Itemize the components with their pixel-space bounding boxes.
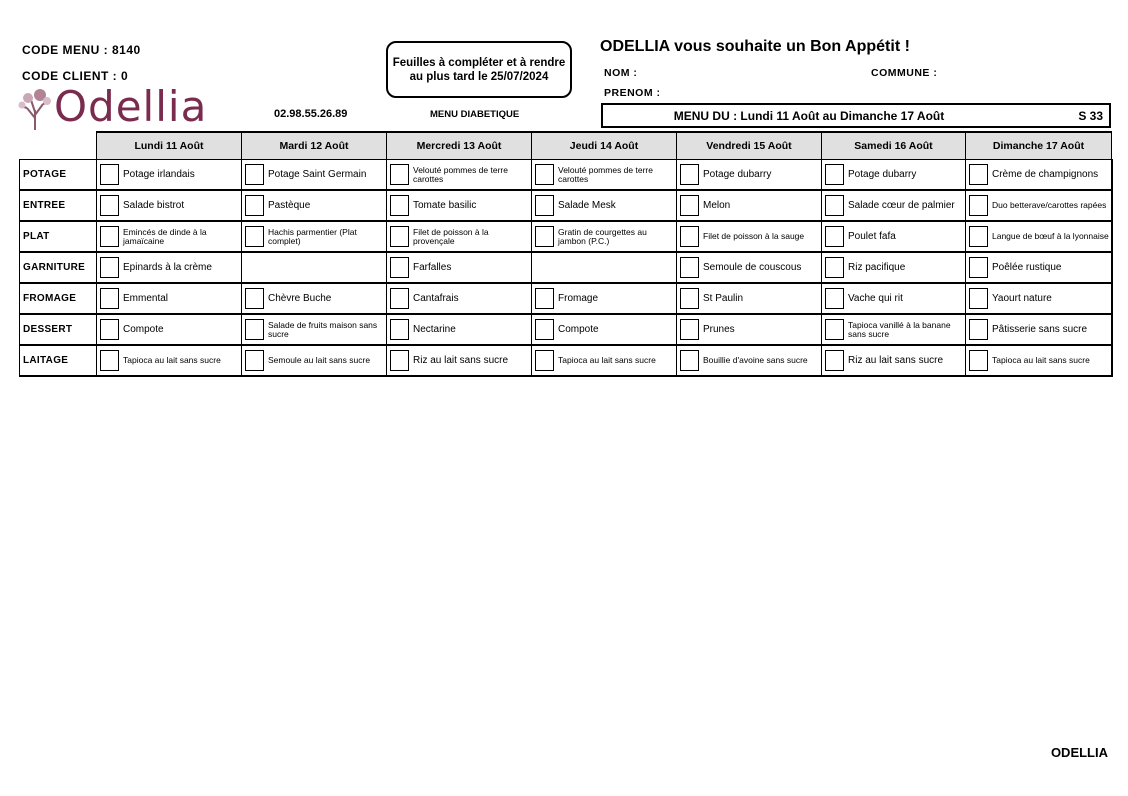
dish-name: Crème de champignons [992,168,1099,180]
dish-name: Salade Mesk [558,199,616,211]
dish-name: Pastèque [268,199,311,211]
dish-checkbox[interactable] [535,164,554,185]
dish-name: Riz au lait sans sucre [413,354,509,366]
category-label: FROMAGE [20,283,97,314]
dish-name: Bouillie d'avoine sans sucre [703,355,808,365]
menu-row-potage [20,160,1112,191]
menu-cell [822,252,966,283]
dish-name: Semoule au lait sans sucre [268,355,371,365]
day-header: Mardi 12 Août [242,132,387,160]
dish-checkbox[interactable] [969,319,988,340]
menu-cell [822,160,966,191]
prenom-label: PRENOM : [604,87,661,99]
dish-name: St Paulin [703,292,744,304]
menu-period: MENU DU : Lundi 11 Août au Dimanche 17 Août [673,109,945,123]
menu-cell [677,314,822,345]
dish-name: Compote [123,323,164,335]
dish-name: Vache qui rit [848,292,903,304]
dish-checkbox[interactable] [825,195,844,216]
dish-checkbox[interactable] [680,164,699,185]
dish-checkbox[interactable] [390,319,409,340]
category-label: GARNITURE [20,252,97,283]
dish-name: Chèvre Buche [268,292,332,304]
dish-checkbox[interactable] [535,195,554,216]
dish-name: Pâtisserie sans sucre [992,323,1088,335]
dish-checkbox[interactable] [680,257,699,278]
dish-checkbox[interactable] [100,195,119,216]
menu-cell [242,252,387,283]
header-corner [20,132,97,160]
commune-label: COMMUNE : [871,67,938,79]
week-number: S 33 [1078,109,1103,123]
menu-period-box [601,103,1111,128]
dish-name: Yaourt nature [992,292,1052,304]
dish-name: Tapioca au lait sans sucre [558,355,656,365]
code-menu: CODE MENU : 8140 [22,43,141,57]
day-header: Vendredi 15 Août [677,132,822,160]
dish-name: Compote [558,323,599,335]
dish-name: Melon [703,199,731,211]
menu-cell [387,221,532,252]
day-header: Lundi 11 Août [97,132,242,160]
menu-cell [97,221,242,252]
menu-cell [966,221,1112,252]
dish-name: Fromage [558,292,599,304]
deadline-line2: au plus tard le 25/07/2024 [409,70,549,83]
dish-checkbox[interactable] [825,257,844,278]
deadline-notice [386,41,572,98]
footer-brand: ODELLIA [1050,745,1108,760]
menu-cell [97,190,242,221]
dish-name: Potage dubarry [848,168,917,180]
dish-name: Poêlée rustique [992,261,1062,273]
menu-row-plat [20,221,1112,252]
dish-name: Farfalles [413,261,452,273]
dish-checkbox[interactable] [969,257,988,278]
menu-cell [97,283,242,314]
dish-checkbox[interactable] [390,257,409,278]
dish-name: Gratin de courgettes au jambon (P.C.) [558,226,647,246]
menu-cell [966,283,1112,314]
dish-checkbox[interactable] [100,164,119,185]
dish-name: Tapioca vanillé à la banane sans sucre [848,319,951,339]
menu-row-laitage [20,345,1112,376]
menu-cell [242,283,387,314]
dish-name: Tapioca au lait sans sucre [992,355,1090,365]
day-header: Samedi 16 Août [822,132,966,160]
dish-name: Emincés de dinde à la jamaïcaine [123,226,207,246]
day-header: Jeudi 14 Août [532,132,677,160]
menu-cell [677,221,822,252]
menu-cell [532,252,677,283]
dish-name: Poulet fafa [848,230,896,242]
dish-checkbox[interactable] [535,226,554,247]
dish-checkbox[interactable] [535,319,554,340]
day-header: Mercredi 13 Août [387,132,532,160]
dish-checkbox[interactable] [969,195,988,216]
tree-icon [18,88,52,132]
dish-name: Salade de fruits maison sans sucre [268,319,378,339]
dish-checkbox[interactable] [100,288,119,309]
greeting-title: ODELLIA vous souhaite un Bon Appétit ! [600,38,910,55]
menu-cell [532,283,677,314]
dish-checkbox[interactable] [969,288,988,309]
menu-cell [387,252,532,283]
dish-name: Salade cœur de palmier [848,199,955,211]
category-label: ENTREE [20,190,97,221]
menu-cell [97,345,242,376]
dish-checkbox[interactable] [390,288,409,309]
dish-checkbox[interactable] [100,257,119,278]
menu-cell [97,160,242,191]
menu-row-entree [20,190,1112,221]
menu-cell [387,283,532,314]
menu-cell [242,160,387,191]
dish-checkbox[interactable] [969,226,988,247]
menu-cell [242,221,387,252]
menu-cell [532,314,677,345]
menu-cell [966,190,1112,221]
dish-checkbox[interactable] [825,319,844,340]
menu-cell [966,314,1112,345]
dish-name: Salade bistrot [123,199,185,211]
dish-name: Potage dubarry [703,168,772,180]
menu-cell [532,345,677,376]
day-header: Dimanche 17 Août [966,132,1112,160]
menu-cell [387,345,532,376]
menu-cell [242,345,387,376]
dish-name: Nectarine [413,323,456,335]
dish-checkbox[interactable] [969,164,988,185]
menu-cell [822,314,966,345]
menu-cell [966,252,1112,283]
dish-name: Semoule de couscous [703,261,802,273]
dish-checkbox[interactable] [535,350,554,371]
dish-name: Epinards à la crème [123,261,212,273]
menu-cell [822,283,966,314]
dish-name: Potage Saint Germain [268,168,367,180]
dish-checkbox[interactable] [100,226,119,247]
dish-checkbox[interactable] [680,195,699,216]
dish-checkbox[interactable] [825,164,844,185]
day-header-row [20,132,1112,160]
dish-checkbox[interactable] [100,350,119,371]
dish-checkbox[interactable] [969,350,988,371]
dish-checkbox[interactable] [680,288,699,309]
dish-name: Filet de poisson à la provençale [413,226,489,246]
dish-name: Riz au lait sans sucre [848,354,944,366]
menu-cell [242,190,387,221]
logo-wordmark: Odellia [54,82,208,131]
category-label: POTAGE [20,160,97,191]
odellia-logo [18,82,218,132]
phone-number: 02.98.55.26.89 [274,108,348,120]
menu-table [19,131,1113,377]
menu-type: MENU DIABETIQUE [430,109,520,120]
dish-name: Tapioca au lait sans sucre [123,355,221,365]
menu-cell [677,345,822,376]
menu-cell [677,252,822,283]
dish-name: Filet de poisson à la sauge [703,231,805,241]
dish-name: Velouté pommes de terre carottes [558,164,653,184]
dish-name: Cantafrais [413,292,459,304]
category-label: LAITAGE [20,345,97,376]
menu-cell [532,221,677,252]
dish-checkbox[interactable] [390,350,409,371]
dish-checkbox[interactable] [680,226,699,247]
dish-checkbox[interactable] [245,226,264,247]
dish-name: Riz pacifique [848,261,906,273]
menu-row-dessert [20,314,1112,345]
menu-cell [966,160,1112,191]
menu-cell [677,283,822,314]
dish-checkbox[interactable] [390,226,409,247]
menu-cell [387,190,532,221]
dish-name: Potage irlandais [123,168,195,180]
dish-checkbox[interactable] [245,195,264,216]
menu-cell [242,314,387,345]
code-client: CODE CLIENT : 0 [22,69,129,83]
dish-checkbox[interactable] [825,226,844,247]
deadline-line1: Feuilles à compléter et à rendre [392,56,566,69]
menu-cell [677,190,822,221]
menu-cell [532,190,677,221]
dish-checkbox[interactable] [245,288,264,309]
menu-row-garniture [20,252,1112,283]
category-label: DESSERT [20,314,97,345]
menu-cell [97,314,242,345]
menu-cell [822,190,966,221]
dish-name: Hachis parmentier (Plat complet) [268,226,357,246]
dish-checkbox[interactable] [680,350,699,371]
menu-cell [677,160,822,191]
menu-cell [97,252,242,283]
menu-cell [822,221,966,252]
dish-name: Prunes [703,323,735,335]
menu-row-fromage [20,283,1112,314]
dish-name: Velouté pommes de terre carottes [413,164,508,184]
dish-checkbox[interactable] [245,350,264,371]
dish-name: Langue de bœuf à la lyonnaise [992,231,1109,241]
menu-cell [532,160,677,191]
nom-label: NOM : [604,67,638,79]
dish-checkbox[interactable] [825,350,844,371]
dish-checkbox[interactable] [535,288,554,309]
menu-cell [966,345,1112,376]
dish-name: Tomate basilic [413,199,477,211]
dish-checkbox[interactable] [825,288,844,309]
menu-cell [822,345,966,376]
dish-checkbox[interactable] [100,319,119,340]
dish-name: Emmental [123,292,169,304]
category-label: PLAT [20,221,97,252]
dish-checkbox[interactable] [390,195,409,216]
dish-checkbox[interactable] [390,164,409,185]
menu-cell [387,314,532,345]
menu-cell [387,160,532,191]
dish-checkbox[interactable] [245,164,264,185]
dish-name: Duo betterave/carottes rapées [992,200,1107,210]
dish-checkbox[interactable] [245,319,264,340]
dish-checkbox[interactable] [680,319,699,340]
